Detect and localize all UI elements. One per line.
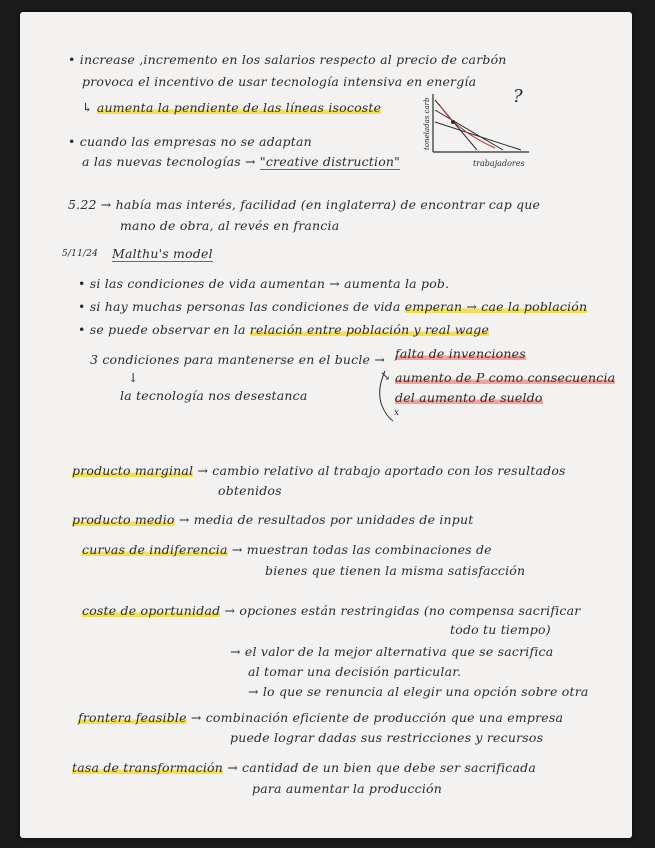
note-line-interes: 5.22 → había mas interés, facilidad (en inglaterra) de encontrar cap que [68,197,541,212]
malthus-heading: Malthu's model [112,246,213,261]
term-label: producto marginal [72,463,194,478]
condition-x: x [394,408,400,418]
term-definition: → muestran todas las combinaciones de [231,542,492,557]
term-definition: → cambio relativo al trabajo aportado con los resultados [197,463,566,478]
term-def-cont: → el valor de la mejor alternativa que se sacrifica [230,644,554,659]
term-def-cont: puede lograr dadas sus restricciones y recursos [230,730,544,745]
term-producto-marginal [72,463,566,478]
condition-text: aumento de P como consecuencia [395,370,616,385]
note-bullet-1: • si las condiciones de vida aumentan → aumenta la pob. [78,276,450,291]
note-bullet-2 [78,299,587,314]
condition-2-arrow: ↘ [380,368,391,383]
term-def-cont: → lo que se renuncia al elegir una opción sobre otra [248,684,589,699]
condition-2 [395,370,615,385]
term-definition: → cantidad de un bien que debe ser sacrificada [227,760,537,775]
term-frontera-feasible [78,710,563,725]
term-label: coste de oportunidad [82,603,221,618]
question-mark: ? [513,86,523,107]
isocost-graph [425,92,535,172]
condition-3 [395,390,543,405]
term-label: curvas de indiferencia [82,542,228,557]
conditions-line: 3 condiciones para mantenerse en el bucle → [90,352,385,367]
creative-destruction-term: "creative distruction" [259,154,401,169]
term-def-cont: bienes que tienen la misma satisfacción [265,563,526,578]
term-curvas-indiferencia [82,542,492,557]
isocost-line-2 [435,110,503,150]
brace-curve [380,371,393,421]
isocost-line-3 [435,122,521,150]
note-text: a las nuevas tecnologías → [82,154,256,169]
highlighted-text: emperan → cae la población [404,299,588,314]
note-line-creative [82,154,400,169]
term-definition: → media de resultados por unidades de input [178,512,474,527]
term-coste-oportunidad [82,603,580,618]
term-label: tasa de transformación [72,760,224,775]
graph-xlabel: trabajadores [473,159,525,168]
brace-lines [375,367,399,427]
malthus-title [112,246,213,261]
term-definition: → opciones están restringidas (no compensa sacrificar [224,603,581,618]
graph-ylabel: toneladas carb [423,97,431,150]
point-marker [451,120,455,124]
note-line-provoca: provoca el incentivo de usar tecnología intensiva en energía [82,74,477,89]
condition-1 [395,346,526,361]
notebook-page [20,12,632,838]
term-def-cont: al tomar una decisión particular. [248,664,462,679]
term-def-cont: todo tu tiempo) [450,622,551,637]
term-label: frontera feasible [78,710,187,725]
highlighted-text: aumenta la pendiente de las líneas isocoste [96,100,382,115]
tecnologia-line: la tecnología nos desestanca [120,388,308,403]
term-def-cont: obtenidos [218,483,282,498]
condition-text: del aumento de sueldo [395,390,543,405]
down-arrow: ↓ [128,370,139,385]
term-producto-medio [72,512,473,527]
term-def-cont: para aumentar la producción [252,781,443,796]
date-mark: 5/11/24 [62,249,99,259]
condition-text: falta de invenciones [395,346,526,361]
term-tasa-transformacion [72,760,536,775]
term-definition: → combinación eficiente de producción que una empresa [190,710,564,725]
hook-arrow-icon: ↳ [82,100,93,115]
note-text: • se puede observar en la [78,322,246,337]
note-text: • si hay muchas personas las condiciones de vida [78,299,401,314]
highlighted-text: relación entre población y real wage [249,322,490,337]
note-line-mano-obra: mano de obra, al revés en francia [120,218,340,233]
note-line-empresas: • cuando las empresas no se adaptan [68,134,312,149]
term-label: producto medio [72,512,175,527]
note-bullet-3 [78,322,489,337]
note-line-pendiente [82,100,381,115]
note-line-increase: • increase ,incremento en los salarios respecto al precio de carbón [68,52,507,67]
